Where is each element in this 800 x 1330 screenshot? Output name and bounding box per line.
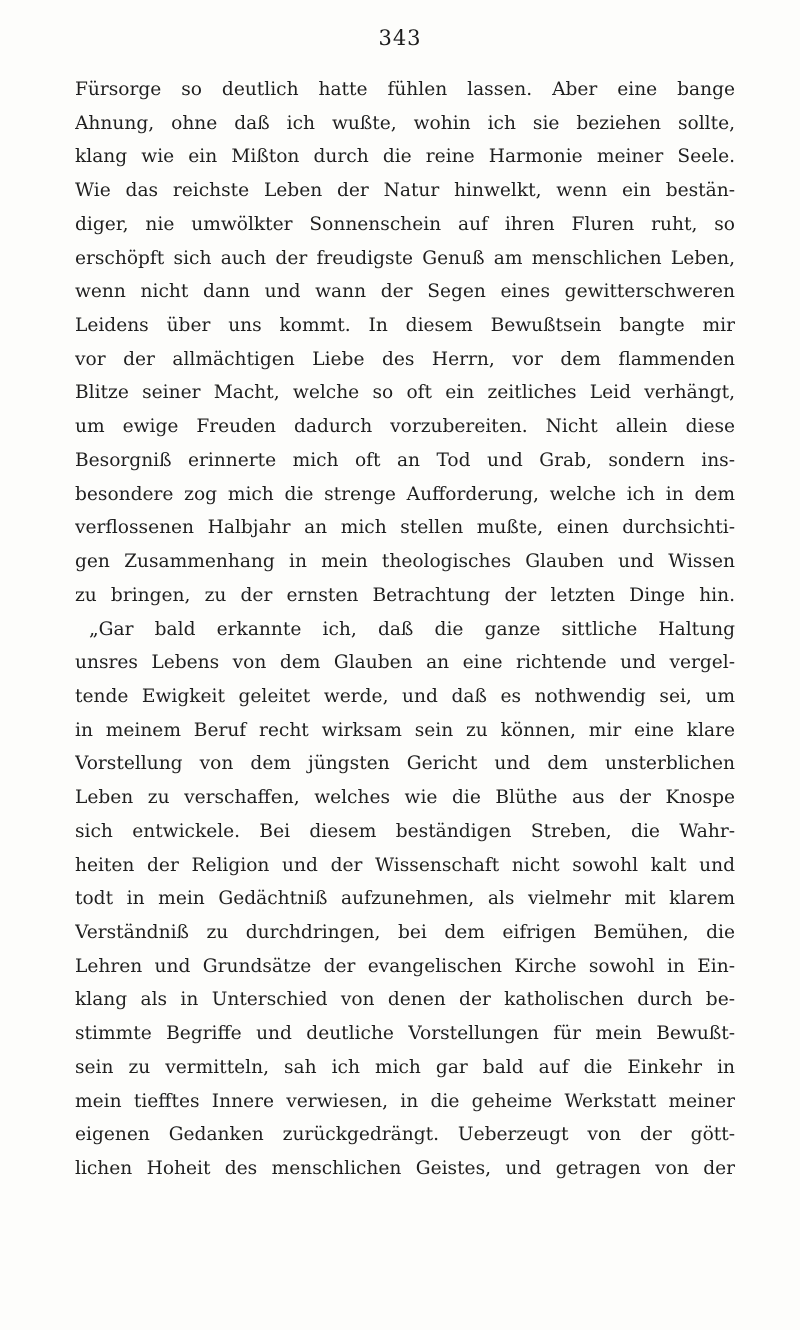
- text-line: besondere zog mich die strenge Aufforderung, welche ich in dem: [75, 483, 735, 505]
- text-line: gen Zusammenhang in mein theologisches Glauben und Wissen: [75, 551, 735, 573]
- text-line: Leben zu verschaffen, welches wie die Blüthe aus der Knospe: [75, 787, 735, 809]
- text-line: eigenen Gedanken zurückgedrängt. Ueberzeugt von der gött-: [75, 1124, 735, 1146]
- text-line: Blitze seiner Macht, welche so oft ein zeitliches Leid verhängt,: [75, 382, 735, 404]
- text-line: sich entwickele. Bei diesem beständigen Streben, die Wahr-: [75, 820, 735, 842]
- text-line: Wie das reichste Leben der Natur hinwelkt, wenn ein bestän-: [75, 180, 735, 202]
- body-text: [75, 73, 735, 1186]
- text-line: zu bringen, zu der ernsten Betrachtung der letzten Dinge hin.: [75, 584, 735, 606]
- text-line: mein tiefftes Innere verwiesen, in die geheime Werkstatt meiner: [75, 1090, 735, 1112]
- text-line: sein zu vermitteln, sah ich mich gar bald auf die Einkehr in: [75, 1056, 735, 1078]
- text-line: lichen Hoheit des menschlichen Geistes, und getragen von der: [75, 1158, 735, 1179]
- text-line: tende Ewigkeit geleitet werde, und daß es nothwendig sei, um: [75, 685, 735, 707]
- text-line: stimmte Begriffe und deutliche Vorstellungen für mein Bewußt-: [75, 1023, 735, 1045]
- text-line: heiten der Religion und der Wissenschaft nicht sowohl kalt und: [75, 854, 735, 876]
- text-line: Leidens über uns kommt. In diesem Bewußtsein bangte mir: [75, 315, 735, 337]
- text-line: Lehren und Grundsätze der evangelischen Kirche sowohl in Ein-: [75, 955, 735, 977]
- text-line: Verständniß zu durchdringen, bei dem eifrigen Bemühen, die: [75, 921, 735, 943]
- text-line: klang wie ein Mißton durch die reine Harmonie meiner Seele.: [75, 146, 735, 168]
- text-line: Fürsorge so deutlich hatte fühlen lassen. Aber eine bange: [75, 79, 735, 100]
- text-line: diger, nie umwölkter Sonnenschein auf ihren Fluren ruht, so: [75, 213, 735, 235]
- text-line: verflossenen Halbjahr an mich stellen mußte, einen durchsichti-: [75, 517, 735, 539]
- page-number: 343: [378, 26, 422, 50]
- text-line: Ahnung, ohne daß ich wußte, wohin ich sie beziehen sollte,: [75, 112, 735, 134]
- text-line: erschöpft sich auch der freudigste Genuß am menschlichen Leben,: [75, 247, 735, 269]
- text-line: vor der allmächtigen Liebe des Herrn, vor dem flammenden: [75, 348, 735, 370]
- text-line: unsres Lebens von dem Glauben an eine richtende und vergel-: [75, 652, 735, 674]
- text-line: um ewige Freuden dadurch vorzubereiten. Nicht allein diese: [75, 416, 735, 438]
- text-line: Vorstellung von dem jüngsten Gericht und dem unsterblichen: [75, 753, 735, 775]
- text-line: in meinem Beruf recht wirksam sein zu können, mir eine klare: [75, 719, 735, 741]
- text-line: todt in mein Gedächtniß aufzunehmen, als vielmehr mit klarem: [75, 888, 735, 910]
- text-line: „Gar bald erkannte ich, daß die ganze sittliche Haltung: [89, 618, 735, 640]
- text-line: Besorgniß erinnerte mich oft an Tod und Grab, sondern ins-: [75, 449, 735, 471]
- text-line: klang als in Unterschied von denen der katholischen durch be-: [75, 989, 735, 1011]
- text-line: wenn nicht dann und wann der Segen eines gewitterschweren: [75, 281, 735, 303]
